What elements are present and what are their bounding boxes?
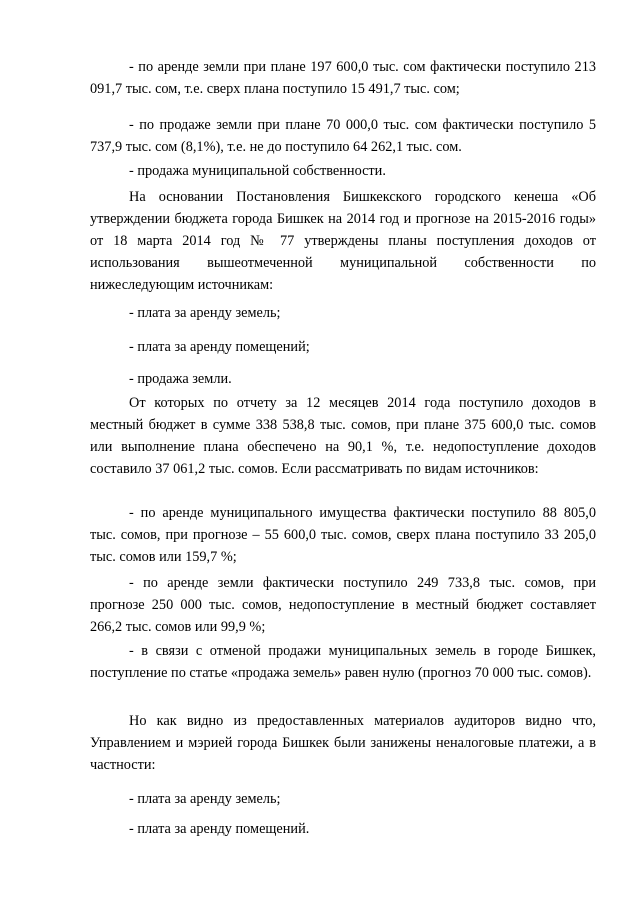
paragraph-annual-report: От которых по отчету за 12 месяцев 2014 года поступило доходов в местный бюджет в сумме 338 538,8 тыс. сомов, при плане 375 600,0 тыс. сомов или выполнение плана обеспечено на 90,1 %, т.е. недопоступление доходов составило 37 061,2 тыс. сомов. Если рассматривать по видам источников: — [90, 395, 596, 477]
paragraph-land-sale: - по продаже земли при плане 70 000,0 тыс. сом фактически поступило 5 737,9 тыс. сом (8,1%), т.е. не до поступило 64 262,1 тыс. сом. — [90, 117, 596, 155]
list-item-land-rent: - плата за аренду земель; — [129, 305, 281, 321]
list-item-land-rent-final: - плата за аренду земель; — [129, 791, 281, 807]
list-item-land-sale: - продажа земли. — [129, 371, 232, 387]
paragraph-resolution: На основании Постановления Бишкекского городского кенеша «Об утверждении бюджета города Бишкек на 2014 год и прогнозе на 2015-2016 годы» от 18 марта 2014 год № 77 утверждены планы поступления доходов от использования вышеотмеченной муниципальной собственности по нижеследующим источникам: — [90, 189, 596, 293]
paragraph-land-rent: - по аренде земли при плане 197 600,0 тыс. сом фактически поступило 213 091,7 тыс. сом, т.е. сверх плана поступило 15 491,7 тыс. сом; — [90, 59, 596, 97]
paragraph-municipal-property-sale: - продажа муниципальной собственности. — [129, 163, 386, 179]
paragraph-property-rent: - по аренде муниципального имущества фактически поступило 88 805,0 тыс. сомов, при прогнозе – 55 600,0 тыс. сомов, сверх плана поступило 33 205,0 тыс. сомов или 159,7 %; — [90, 505, 596, 565]
paragraph-land-sale-cancelled: - в связи с отменой продажи муниципальных земель в городе Бишкек, поступление по статье «продажа земель» равен нулю (прогноз 70 000 тыс. сомов). — [90, 643, 596, 681]
list-item-premises-rent: - плата за аренду помещений; — [129, 339, 310, 355]
list-item-premises-rent-final: - плата за аренду помещений. — [129, 821, 310, 837]
paragraph-land-rent-actual: - по аренде земли фактически поступило 249 733,8 тыс. сомов, при прогнозе 250 000 тыс. сомов, недопоступление в местный бюджет составляет 266,2 тыс. сомов или 99,9 %; — [90, 575, 596, 635]
paragraph-auditors: Но как видно из предоставленных материалов аудиторов видно что, Управлением и мэрией города Бишкек были занижены неналоговые платежи, а в частности: — [90, 713, 596, 773]
